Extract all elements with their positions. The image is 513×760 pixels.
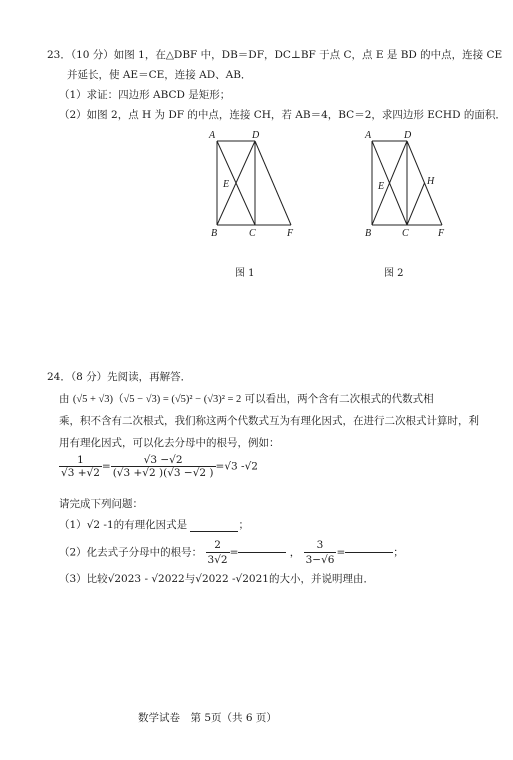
p2-frac-1 xyxy=(206,538,230,567)
q24-title: 24．（8 分）先阅读，再解答． xyxy=(47,371,192,383)
fig2-seg-CH xyxy=(407,183,425,225)
p2-den2: 3−√6 xyxy=(305,554,335,566)
fig1-label-A: A xyxy=(209,130,216,141)
fig1-caption: 图 1 xyxy=(235,268,255,279)
fig2-label-F: F xyxy=(438,228,445,239)
fig2-label-B: B xyxy=(365,228,372,239)
q23-part2: （2）如图 2，点 H 为 DF 的中点，连接 CH，若 AB＝4，BC＝2，求四边形 ECHD 的面积． xyxy=(59,109,506,121)
p2-num1: 2 xyxy=(206,538,230,553)
page-footer: 数学试卷 第 5页（共 6 页） xyxy=(138,712,277,724)
fig2-label-C: C xyxy=(402,228,409,239)
fig2-label-A: A xyxy=(365,130,372,141)
q24-intro-suffix: 可以看出，两个含有二次根式的代数式相 xyxy=(244,393,434,405)
q24-part1: （1）√2 -1的有理化因式是 ； xyxy=(59,519,249,531)
q24-intro-expr: (√5 + √3)（√5 − √3) = (√5)² − (√3)² = 2 xyxy=(72,394,242,405)
q23-line1: 23．（10 分）如图 1，在△DBF 中，DB＝DF，DC⊥BF 于点 C，点 E 是 BD 的中点，连接 CE xyxy=(47,49,503,61)
p1-answer-blank[interactable] xyxy=(190,531,238,532)
q24-example: $\frac{1}{√3 +√2}$ = $\frac{√3 -√2}{(√3 +√2 )(√3 -√2 )}$ =√3 -√2 xyxy=(61,454,258,479)
q24-task: 请完成下列问题： xyxy=(59,498,143,510)
fig1-label-B: B xyxy=(211,228,218,239)
p2-answer-blank-1[interactable] xyxy=(238,552,286,553)
example-den2: (√3 +√2 )(√3 −√2 ) xyxy=(112,467,214,479)
q24-line3: 用有理化因式，可以化去分母中的根号，例如： xyxy=(59,437,280,449)
example-result: =√3 -√2 xyxy=(215,460,258,473)
q24-intro xyxy=(59,392,434,407)
fig1-label-D: D xyxy=(252,130,260,141)
fig1-seg-DF xyxy=(255,141,291,225)
fig1-label-E: E xyxy=(223,179,230,190)
example-frac-2 xyxy=(111,454,216,479)
fig1-label-F: F xyxy=(287,228,294,239)
q24-part3 xyxy=(59,572,374,586)
p3-expr2: √2022 -√2021 xyxy=(195,573,269,585)
fig2-label-E: E xyxy=(378,181,385,192)
q24-part2: （2）化去式子分母中的根号： $\frac{2}{3√2}$ = ， $\frac{3}{3-√6}$ = ； xyxy=(59,539,404,566)
fig2-label-H: H xyxy=(427,176,435,187)
p1-prefix: （1） xyxy=(59,519,87,531)
p2-den1: 3√2 xyxy=(207,554,228,566)
fig2-caption: 图 2 xyxy=(384,268,404,279)
p2-frac-2 xyxy=(304,538,337,567)
q24-line2: 乘，积不含有二次根式，我们称这两个代数式互为有理化因式，在进行二次根式计算时，利 xyxy=(59,415,479,427)
p3-expr1: √2023 - √2022 xyxy=(107,573,185,585)
p2-prefix: （2）化去式子分母中的根号： xyxy=(59,546,203,559)
q23-part1: （1）求证：四边形 ABCD 是矩形； xyxy=(59,89,231,101)
figure-2 xyxy=(360,128,460,243)
example-num1: 1 xyxy=(59,454,102,467)
q23-line2: 并延长，使 AE＝CE，连接 AD、AB． xyxy=(67,69,252,81)
p2-num2: 3 xyxy=(304,538,337,553)
p3-suffix: 的大小，并说明理由． xyxy=(268,573,374,585)
p3-mid: 与 xyxy=(184,573,196,585)
fig1-label-C: C xyxy=(249,228,256,239)
q24-intro-prefix: 由 xyxy=(59,393,70,405)
p3-prefix: （3）比较 xyxy=(59,573,108,585)
figure-1 xyxy=(205,128,305,243)
p1-suffix: 的有理化因式是 xyxy=(113,519,188,531)
example-num2: √3 −√2 xyxy=(111,454,216,467)
example-den1: √3 +√2 xyxy=(61,467,100,479)
example-frac-1 xyxy=(59,454,102,479)
p1-expr: √2 -1 xyxy=(86,519,114,531)
fig2-label-D: D xyxy=(404,130,412,141)
p2-answer-blank-2[interactable] xyxy=(345,552,393,553)
